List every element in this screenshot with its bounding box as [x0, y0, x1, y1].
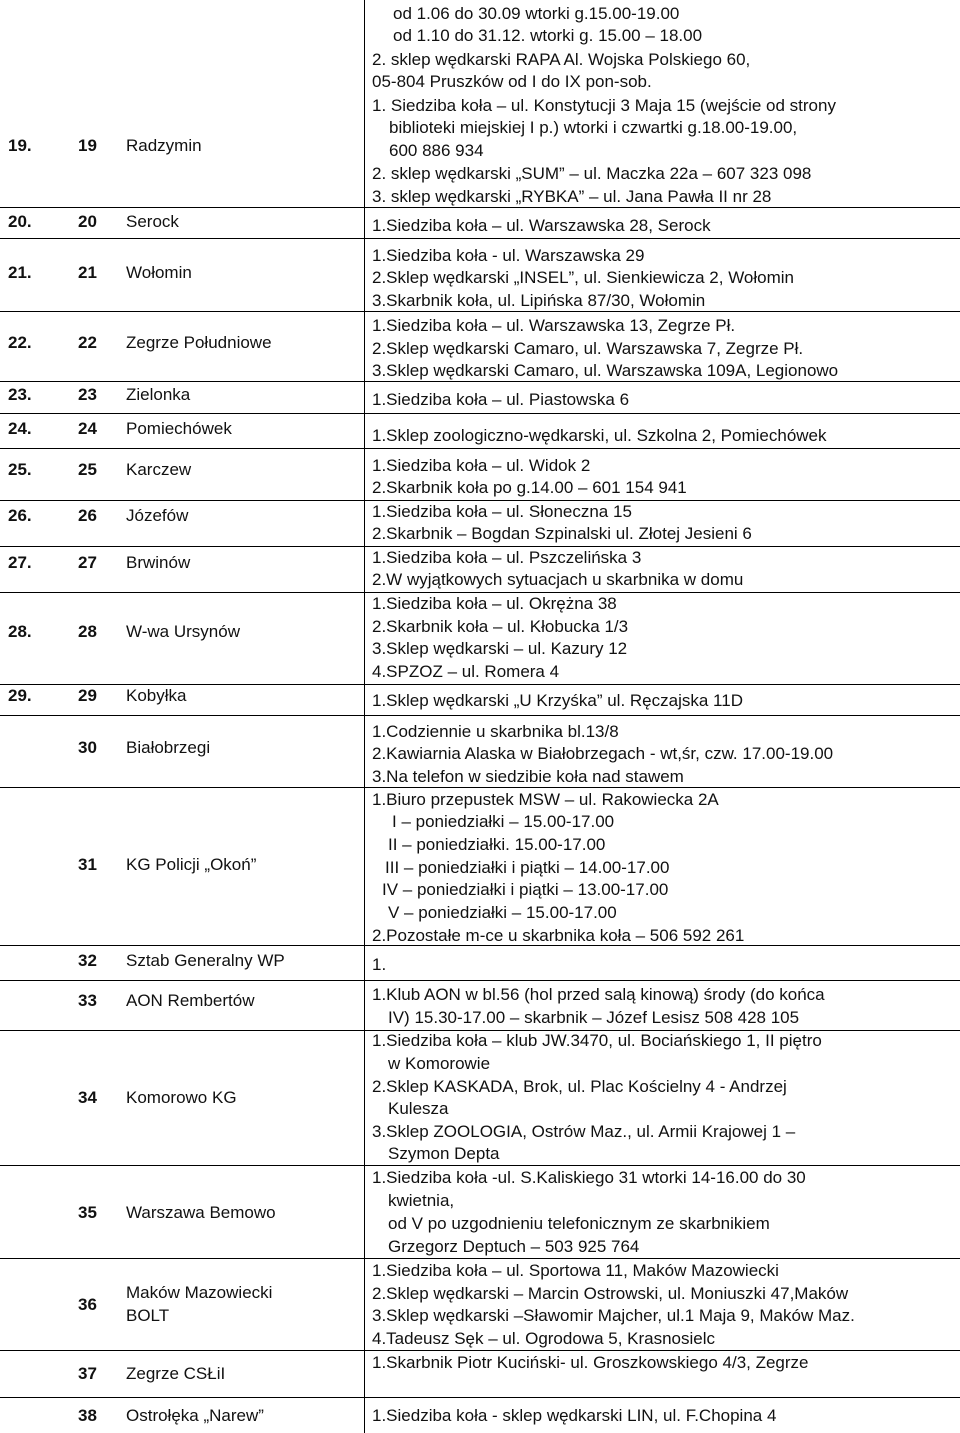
row-divider: [0, 787, 960, 788]
info-line: 2.Skarbnik koła – ul. Kłobucka 1/3: [372, 617, 629, 636]
row-number: 24: [78, 419, 97, 438]
info-line: 1.Codziennie u skarbnika bl.13/8: [372, 722, 619, 741]
row-number: 29: [78, 686, 97, 705]
row-name: W-wa Ursynów: [126, 622, 240, 641]
row-name: AON Rembertów: [126, 991, 255, 1010]
row-number: 30: [78, 738, 97, 757]
row-name: BOLT: [126, 1306, 170, 1325]
row-lp: 25.: [8, 460, 32, 479]
info-line: 1. Siedziba koła – ul. Konstytucji 3 Maja 15 (wejście od strony: [372, 96, 836, 115]
row-number: 28: [78, 622, 97, 641]
row-name: Maków Mazowiecki: [126, 1283, 273, 1302]
row-name: Józefów: [126, 506, 189, 525]
info-line: 1.Siedziba koła – ul. Sportowa 11, Maków Mazowiecki: [372, 1261, 779, 1280]
row-name: Sztab Generalny WP: [126, 951, 285, 970]
info-line: 2.Sklep wędkarski Camaro, ul. Warszawska 7, Zegrze Pł.: [372, 339, 804, 358]
row-divider: [0, 1258, 960, 1259]
info-line: 1.Sklep wędkarski „U Krzyśka” ul. Ręczajska 11D: [372, 691, 743, 710]
info-line: 1.Siedziba koła - ul. Warszawska 29: [372, 246, 645, 265]
info-line: od 1.10 do 31.12. wtorki g. 15.00 – 18.00: [393, 26, 703, 45]
info-line: III – poniedziałki i piątki – 14.00-17.00: [385, 858, 670, 877]
info-line: od 1.06 do 30.09 wtorki g.15.00-19.00: [393, 4, 680, 23]
row-name: KG Policji „Okoń”: [126, 855, 257, 874]
info-line: 2.W wyjątkowych sytuacjach u skarbnika w domu: [372, 570, 744, 589]
row-lp: 26.: [8, 506, 32, 525]
column-divider: [364, 0, 365, 1433]
row-divider: [0, 413, 960, 414]
row-divider: [0, 980, 960, 981]
info-line: 4.SPZOZ – ul. Romera 4: [372, 662, 560, 681]
info-line: 4.Tadeusz Sęk – ul. Ogrodowa 5, Krasnosielc: [372, 1329, 716, 1348]
row-number: 23: [78, 385, 97, 404]
info-line: 1.Skarbnik Piotr Kuciński- ul. Groszkowskiego 4/3, Zegrze: [372, 1353, 809, 1372]
row-name: Brwinów: [126, 553, 191, 572]
info-line: 1.Siedziba koła – ul. Słoneczna 15: [372, 502, 632, 521]
row-number: 34: [78, 1088, 97, 1107]
row-name: Warszawa Bemowo: [126, 1203, 276, 1222]
info-line: 2.Kawiarnia Alaska w Białobrzegach - wt,śr, czw. 17.00-19.00: [372, 744, 834, 763]
row-name: Kobyłka: [126, 686, 187, 705]
row-divider: [0, 1165, 960, 1166]
row-divider: [0, 1397, 960, 1398]
row-name: Serock: [126, 212, 179, 231]
info-line: Szymon Depta: [388, 1144, 500, 1163]
row-divider: [0, 715, 960, 716]
info-line: 1.Siedziba koła – ul. Pszczelińska 3: [372, 548, 642, 567]
info-line: 3.Skarbnik koła, ul. Lipińska 87/30, Wołomin: [372, 291, 706, 310]
row-number: 35: [78, 1203, 97, 1222]
row-lp: 22.: [8, 333, 32, 352]
info-line: 2.Pozostałe m-ce u skarbnika koła – 506 592 261: [372, 926, 745, 945]
row-divider: [0, 207, 960, 208]
info-line: 1.Siedziba koła – ul. Piastowska 6: [372, 390, 630, 409]
info-line: 3.Sklep wędkarski – ul. Kazury 12: [372, 639, 628, 658]
info-line: Grzegorz Deptuch – 503 925 764: [388, 1237, 640, 1256]
info-line: 2. sklep wędkarski RAPA Al. Wojska Polskiego 60,: [372, 50, 751, 69]
row-number: 33: [78, 991, 97, 1010]
info-line: Kulesza: [388, 1099, 449, 1118]
row-number: 36: [78, 1295, 97, 1314]
row-number: 27: [78, 553, 97, 572]
row-name: Karczew: [126, 460, 192, 479]
info-line: biblioteki miejskiej I p.) wtorki i czwartki g.18.00-19.00,: [389, 118, 798, 137]
row-number: 20: [78, 212, 97, 231]
row-divider: [0, 500, 960, 501]
info-line: 1.Biuro przepustek MSW – ul. Rakowiecka 2A: [372, 790, 719, 809]
row-name: Pomiechówek: [126, 419, 232, 438]
row-number: 19: [78, 136, 97, 155]
row-lp: 27.: [8, 553, 32, 572]
row-name: Wołomin: [126, 263, 192, 282]
row-divider: [0, 238, 960, 239]
row-divider: [0, 381, 960, 382]
row-name: Komorowo KG: [126, 1088, 237, 1107]
row-divider: [0, 448, 960, 449]
info-line: 1.Siedziba koła - sklep wędkarski LIN, ul. F.Chopina 4: [372, 1406, 777, 1425]
info-line: II – poniedziałki. 15.00-17.00: [388, 835, 606, 854]
info-line: 2.Sklep KASKADA, Brok, ul. Plac Kościelny 4 - Andrzej: [372, 1077, 787, 1096]
row-lp: 19.: [8, 136, 32, 155]
row-number: 25: [78, 460, 97, 479]
row-lp: 24.: [8, 419, 32, 438]
info-line: 600 886 934: [389, 141, 484, 160]
info-line: 3.Sklep ZOOLOGIA, Ostrów Maz., ul. Armii Krajowej 1 –: [372, 1122, 796, 1141]
info-line: w Komorowie: [388, 1054, 491, 1073]
row-number: 38: [78, 1406, 97, 1425]
row-number: 31: [78, 855, 97, 874]
row-name: Ostrołęka „Narew”: [126, 1406, 264, 1425]
row-lp: 21.: [8, 263, 32, 282]
info-line: IV – poniedziałki i piątki – 13.00-17.00: [382, 880, 669, 899]
row-number: 22: [78, 333, 97, 352]
info-line: 3.Na telefon w siedzibie koła nad stawem: [372, 767, 684, 786]
row-divider: [0, 546, 960, 547]
row-name: Zegrze Południowe: [126, 333, 272, 352]
info-line: 1.: [372, 955, 387, 974]
info-line: 2. sklep wędkarski „SUM” – ul. Maczka 22a – 607 323 098: [372, 164, 812, 183]
row-divider: [0, 592, 960, 593]
info-line: 2.Skarbnik – Bogdan Szpinalski ul. Złotej Jesieni 6: [372, 524, 752, 543]
info-line: 05-804 Pruszków od I do IX pon-sob.: [372, 72, 652, 91]
info-line: 3.Sklep wędkarski Camaro, ul. Warszawska 109A, Legionowo: [372, 361, 839, 380]
info-line: IV) 15.30-17.00 – skarbnik – Józef Lesisz 508 428 105: [388, 1008, 800, 1027]
info-line: 2.Skarbnik koła po g.14.00 – 601 154 941: [372, 478, 687, 497]
row-lp: 29.: [8, 686, 32, 705]
info-line: 1.Klub AON w bl.56 (hol przed salą kinową) środy (do końca: [372, 985, 825, 1004]
row-number: 37: [78, 1364, 97, 1383]
row-name: Radzymin: [126, 136, 202, 155]
info-line: 1.Siedziba koła – ul. Widok 2: [372, 456, 591, 475]
info-line: 1.Siedziba koła – ul. Warszawska 13, Zegrze Pł.: [372, 316, 736, 335]
info-line: 2.Sklep wędkarski „INSEL”, ul. Sienkiewicza 2, Wołomin: [372, 268, 795, 287]
row-name: Zegrze CSŁiI: [126, 1364, 226, 1383]
info-line: kwietnia,: [388, 1191, 455, 1210]
row-number: 21: [78, 263, 97, 282]
info-line: I – poniedziałki – 15.00-17.00: [392, 812, 615, 831]
info-line: 1.Siedziba koła – klub JW.3470, ul. Bociańskiego 1, II piętro: [372, 1031, 822, 1050]
info-line: 2.Sklep wędkarski – Marcin Ostrowski, ul. Moniuszki 47,Maków: [372, 1284, 849, 1303]
row-divider: [0, 1350, 960, 1351]
row-lp: 28.: [8, 622, 32, 641]
info-line: 3.Sklep wędkarski –Sławomir Majcher, ul.1 Maja 9, Maków Maz.: [372, 1306, 855, 1325]
row-number: 26: [78, 506, 97, 525]
info-line: V – poniedziałki – 15.00-17.00: [388, 903, 617, 922]
row-lp: 20.: [8, 212, 32, 231]
row-lp: 23.: [8, 385, 32, 404]
row-number: 32: [78, 951, 97, 970]
info-line: 1.Sklep zoologiczno-wędkarski, ul. Szkolna 2, Pomiechówek: [372, 426, 827, 445]
row-divider: [0, 684, 960, 685]
row-divider: [0, 311, 960, 312]
info-line: 1.Siedziba koła – ul. Warszawska 28, Serock: [372, 216, 711, 235]
row-name: Białobrzegi: [126, 738, 211, 757]
info-line: od V po uzgodnieniu telefonicznym ze skarbnikiem: [388, 1214, 770, 1233]
row-name: Zielonka: [126, 385, 191, 404]
info-line: 1.Siedziba koła -ul. S.Kaliskiego 31 wtorki 14-16.00 do 30: [372, 1168, 806, 1187]
info-line: 3. sklep wędkarski „RYBKA” – ul. Jana Pawła II nr 28: [372, 187, 772, 206]
info-line: 1.Siedziba koła – ul. Okrężna 38: [372, 594, 617, 613]
